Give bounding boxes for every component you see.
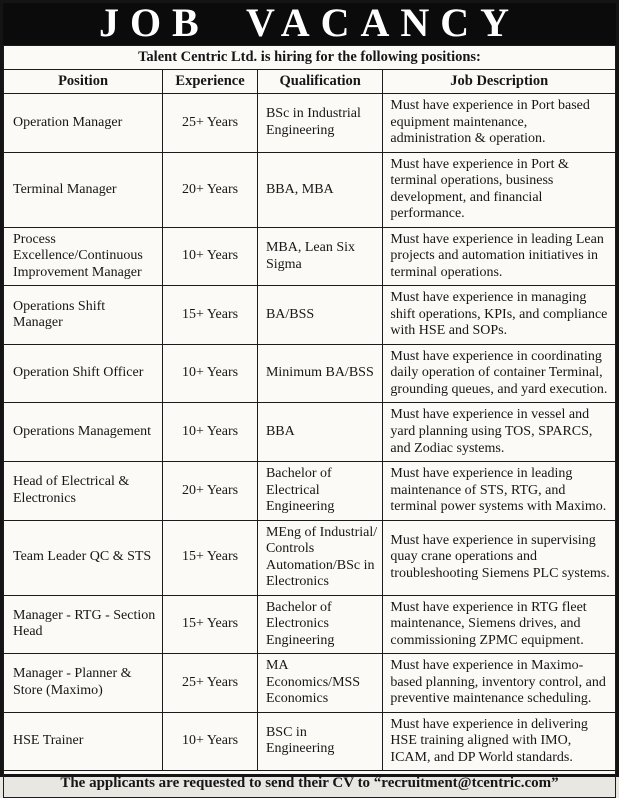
qualification-cell: BSC in Engineering (257, 712, 382, 771)
table-row (4, 403, 616, 462)
position-cell: Operation Shift Officer (4, 344, 163, 403)
qualification-cell: Minimum BA/BSS (257, 344, 382, 403)
document-title: JOB VACANCY (98, 0, 521, 45)
table-row (4, 462, 616, 521)
experience-cell: 25+ Years (163, 94, 258, 153)
table-row (4, 595, 616, 654)
subtitle-row (4, 46, 616, 70)
table-row (4, 344, 616, 403)
vacancy-table-body (4, 94, 616, 771)
experience-cell: 15+ Years (163, 520, 258, 595)
qualification-cell: MEng of Industrial/ Controls Automation/BSc in Electronics (257, 520, 382, 595)
description-cell: Must have experience in Maximo-based planning, inventory control, and preventive maintenance scheduling. (383, 654, 616, 713)
experience-cell: 20+ Years (163, 462, 258, 521)
table-row (4, 94, 616, 153)
qualification-cell: BBA, MBA (257, 152, 382, 227)
column-header-position: Position (4, 70, 163, 94)
column-header-experience: Experience (163, 70, 258, 94)
description-cell: Must have experience in vessel and yard planning using TOS, SPARCS, and Zodiac systems. (383, 403, 616, 462)
hiring-subtitle: Talent Centric Ltd. is hiring for the following positions: (4, 46, 616, 70)
description-cell: Must have experience in leading maintenance of STS, RTG, and terminal power systems with Maximo. (383, 462, 616, 521)
description-cell: Must have experience in RTG fleet maintenance, Siemens drives, and commissioning ZPMC equipment. (383, 595, 616, 654)
qualification-cell: BA/BSS (257, 286, 382, 345)
table-header-row (4, 70, 616, 94)
experience-cell: 10+ Years (163, 403, 258, 462)
position-cell: Manager - RTG - Section Head (4, 595, 163, 654)
experience-cell: 15+ Years (163, 595, 258, 654)
description-cell: Must have experience in delivering HSE training aligned with IMO, ICAM, and DP World standards. (383, 712, 616, 771)
cv-submission-note: The applicants are requested to send their CV to “recruitment@tcentric.com” (4, 771, 616, 798)
position-cell: Operations Management (4, 403, 163, 462)
position-cell: Operations Shift Manager (4, 286, 163, 345)
table-row (4, 520, 616, 595)
experience-cell: 20+ Years (163, 152, 258, 227)
column-header-job-description: Job Description (383, 70, 616, 94)
qualification-cell: MBA, Lean Six Sigma (257, 227, 382, 286)
column-header-qualification: Qualification (257, 70, 382, 94)
description-cell: Must have experience in Port based equipment maintenance, administration & operation. (383, 94, 616, 153)
title-bar (3, 0, 616, 45)
footer-row (4, 771, 616, 798)
position-cell: Manager - Planner & Store (Maximo) (4, 654, 163, 713)
experience-cell: 10+ Years (163, 344, 258, 403)
table-row (4, 227, 616, 286)
vacancy-table (3, 45, 616, 798)
experience-cell: 25+ Years (163, 654, 258, 713)
qualification-cell: Bachelor of Electrical Engineering (257, 462, 382, 521)
position-cell: Head of Electrical & Electronics (4, 462, 163, 521)
position-cell: HSE Trainer (4, 712, 163, 771)
qualification-cell: Bachelor of Electronics Engineering (257, 595, 382, 654)
position-cell: Operation Manager (4, 94, 163, 153)
description-cell: Must have experience in leading Lean projects and automation initiatives in terminal operations. (383, 227, 616, 286)
position-cell: Process Excellence/Continuous Improvement Manager (4, 227, 163, 286)
position-cell: Team Leader QC & STS (4, 520, 163, 595)
table-row (4, 286, 616, 345)
qualification-cell: BSc in Industrial Engineering (257, 94, 382, 153)
table-row (4, 152, 616, 227)
description-cell: Must have experience in managing shift operations, KPIs, and compliance with HSE and SOPs. (383, 286, 616, 345)
qualification-cell: BBA (257, 403, 382, 462)
table-row (4, 654, 616, 713)
description-cell: Must have experience in Port & terminal operations, business development, and financial performance. (383, 152, 616, 227)
experience-cell: 15+ Years (163, 286, 258, 345)
experience-cell: 10+ Years (163, 227, 258, 286)
experience-cell: 10+ Years (163, 712, 258, 771)
description-cell: Must have experience in supervising quay crane operations and troubleshooting Siemens PLC systems. (383, 520, 616, 595)
description-cell: Must have experience in coordinating daily operation of container Terminal, grounding queues, and yard execution. (383, 344, 616, 403)
qualification-cell: MA Economics/MSS Economics (257, 654, 382, 713)
table-row (4, 712, 616, 771)
position-cell: Terminal Manager (4, 152, 163, 227)
